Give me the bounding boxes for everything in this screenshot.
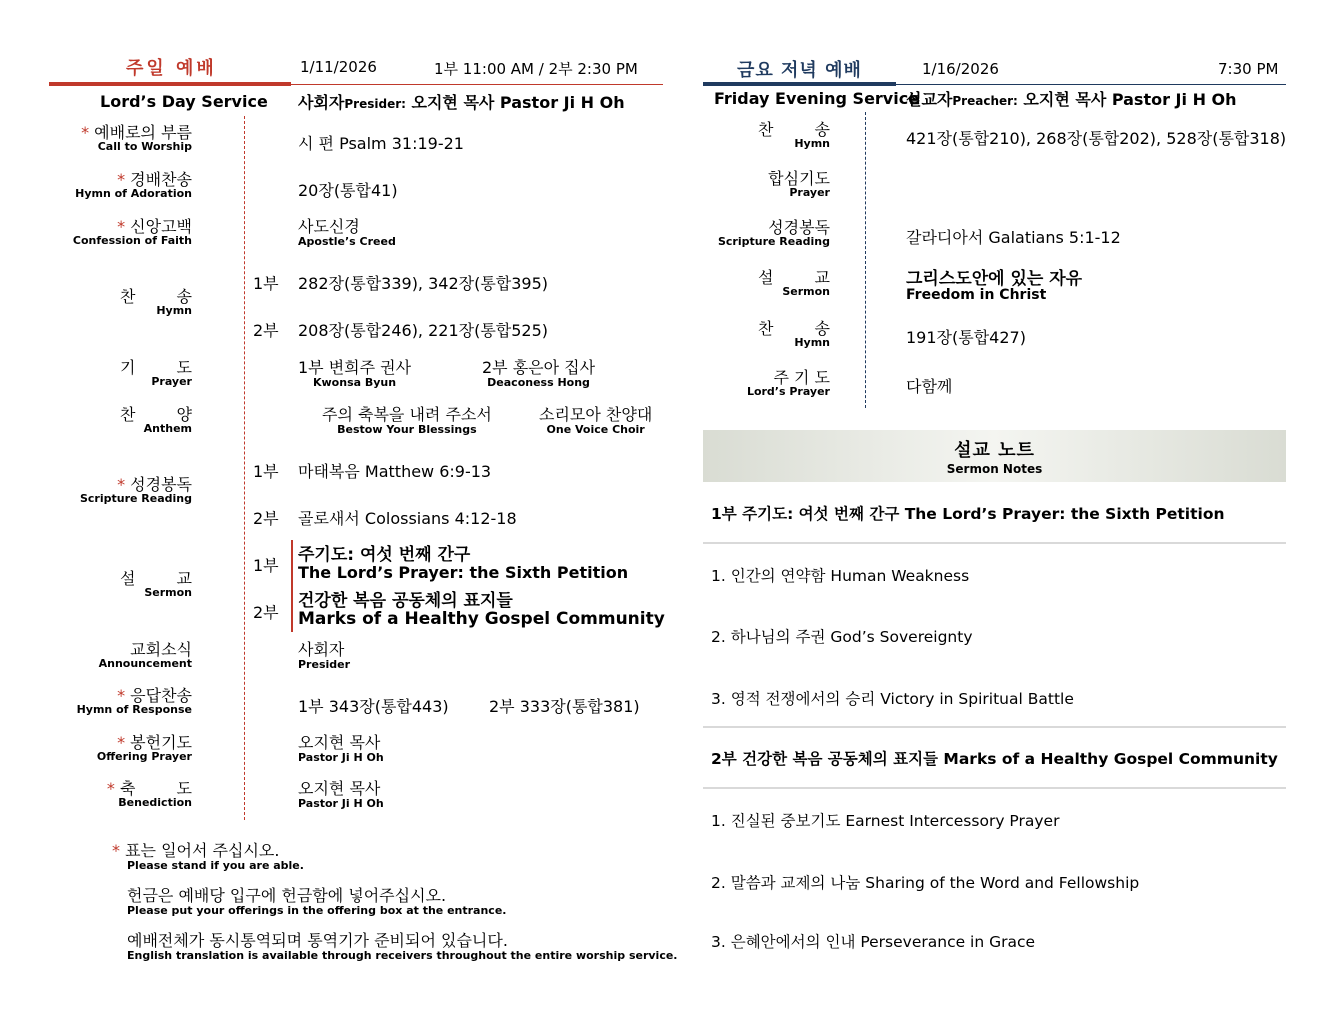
- prayer-leader-1: 1부 변희주 권사 Kwonsa Byun: [298, 358, 412, 389]
- scripture-service1-value: 마태복음 Matthew 6:9-13: [298, 462, 492, 481]
- friday-title-en: Friday Evening Service: [714, 89, 920, 108]
- sunday-header-accent: [49, 82, 291, 86]
- friday-hymn2-value: 191장(통합427): [906, 328, 1026, 347]
- presider-label-ko: 사회자: [298, 93, 345, 112]
- prayer-leader-2: 2부 홍은아 집사 Deaconess Hong: [482, 358, 596, 389]
- friday-sermon-title-en: Freedom in Christ: [906, 287, 1047, 303]
- notes-service1-point: 2. 하나님의 주권 God’s Sovereignty: [711, 628, 973, 646]
- sunday-title-en: Lord’s Day Service: [100, 92, 268, 111]
- stand-mark: *: [117, 475, 126, 494]
- sunday-date: 1/11/2026: [300, 58, 377, 76]
- friday-date: 1/16/2026: [922, 60, 999, 78]
- sermon-notes-header: [703, 430, 1286, 482]
- sunday-header-line: [291, 84, 663, 85]
- sermon-service1-title-ko: 주기도: 여섯 번째 간구: [298, 545, 471, 565]
- sermon-service2-title-ko: 건강한 복음 공동체의 표지들: [298, 591, 513, 611]
- stand-mark: *: [117, 733, 126, 752]
- call-to-worship-value: 시 편 Psalm 31:19-21: [298, 134, 464, 153]
- friday-header-line: [896, 84, 1286, 85]
- confession-label: * 신앙고백 Confession of Faith: [72, 217, 192, 247]
- stand-mark: *: [106, 779, 115, 798]
- hymn-service1-tag: 1부: [253, 274, 279, 293]
- hymn-adoration-value: 20장(통합41): [298, 181, 398, 200]
- call-to-worship-label: * 예배로의 부름 Call to Worship: [81, 123, 192, 153]
- friday-scripture-label: 성경봉독 Scripture Reading: [717, 218, 830, 248]
- prayer-label: 기 도 Prayer: [120, 358, 210, 388]
- preacher-line: [906, 87, 1237, 110]
- scripture-service2-tag: 2부: [253, 509, 279, 528]
- notes-divider: [703, 726, 1286, 728]
- hymn-adoration-label: * 경배찬송 Hymn of Adoration: [75, 170, 192, 200]
- stand-mark: *: [112, 841, 120, 860]
- friday-lords-prayer-value: 다함께: [906, 377, 953, 396]
- sermon-notes-title-ko: 설교 노트: [954, 440, 1035, 461]
- preacher-label-en: Preacher:: [952, 94, 1018, 108]
- announcement-value: 사회자 Presider: [298, 640, 351, 671]
- friday-hymn2-label: 찬 송 Hymn: [758, 319, 848, 349]
- friday-title-ko: 금요 저녁 예배: [737, 60, 862, 81]
- hymn-service1-value: 282장(통합339), 342장(통합395): [298, 274, 549, 293]
- benediction-label: * 축 도 Benediction: [106, 779, 210, 809]
- hymn-label: 찬 송 Hymn: [120, 287, 210, 317]
- hymn-service2-value: 208장(통합246), 221장(통합525): [298, 321, 549, 340]
- response-label: * 응답찬송 Hymn of Response: [76, 686, 192, 716]
- sermon-service1-tag: 1부: [253, 556, 279, 575]
- stand-mark: *: [117, 217, 126, 236]
- friday-prayer-label: 합심기도 Prayer: [768, 169, 830, 199]
- confession-value: 사도신경 Apostle’s Creed: [298, 217, 396, 248]
- friday-sermon-title-ko: 그리스도안에 있는 자유: [906, 269, 1083, 289]
- friday-sermon-label: 설 교 Sermon: [758, 268, 848, 298]
- notes-service1-point: 1. 인간의 연약함 Human Weakness: [711, 567, 970, 585]
- notes-service2-point: 3. 은혜안에서의 인내 Perseverance in Grace: [711, 933, 1036, 951]
- preacher-label-ko: 설교자: [906, 90, 953, 109]
- announcement-label: 교회소식 Announcement: [98, 640, 192, 670]
- hymn-service2-tag: 2부: [253, 321, 279, 340]
- friday-time: 7:30 PM: [1218, 60, 1279, 78]
- note-stand: * 표는 일어서 주십시오. Please stand if you are able.: [112, 841, 304, 872]
- sermon-service1-title-en: The Lord’s Prayer: the Sixth Petition: [298, 563, 629, 582]
- note-translation: 예배전체가 동시통역되며 통역기가 준비되어 있습니다. English translation is available through receivers throughout the entire worship service.: [127, 931, 678, 962]
- scripture-label: * 성경봉독 Scripture Reading: [79, 475, 192, 505]
- presider-name: 오지현 목사 Pastor Ji H Oh: [411, 93, 625, 112]
- friday-scripture-value: 갈라디아서 Galatians 5:1-12: [906, 228, 1121, 247]
- scripture-service1-tag: 1부: [253, 462, 279, 481]
- notes-service2-point: 2. 말씀과 교제의 나눔 Sharing of the Word and Fellowship: [711, 874, 1140, 892]
- sunday-dashed-divider: [244, 116, 245, 820]
- notes-divider: [703, 542, 1286, 544]
- sunday-title-ko: 주일 예배: [126, 58, 217, 79]
- notes-divider: [703, 787, 1286, 789]
- sermon-service2-tag: 2부: [253, 603, 279, 622]
- stand-mark: *: [81, 123, 90, 142]
- sermon-notes-title-en: Sermon Notes: [946, 462, 1043, 476]
- presider-line: [298, 90, 625, 113]
- friday-lords-prayer-label: 주 기 도 Lord’s Prayer: [746, 368, 830, 398]
- notes-service1-point: 3. 영적 전쟁에서의 승리 Victory in Spiritual Battle: [711, 690, 1074, 708]
- stand-mark: *: [117, 170, 126, 189]
- stand-mark: *: [117, 686, 126, 705]
- sermon-service2-title-en: Marks of a Healthy Gospel Community: [298, 609, 665, 629]
- presider-label-en: Presider:: [344, 97, 406, 111]
- anthem-label: 찬 양 Anthem: [120, 405, 210, 435]
- preacher-name: 오지현 목사 Pastor Ji H Oh: [1023, 90, 1237, 109]
- friday-dashed-divider: [865, 112, 866, 408]
- notes-service2-heading: 2부 건강한 복음 공동체의 표지들 Marks of a Healthy Gospel Community: [711, 750, 1278, 768]
- notes-service2-point: 1. 진실된 중보기도 Earnest Intercessory Prayer: [711, 812, 1060, 830]
- sermon-label: 설 교 Sermon: [120, 569, 210, 599]
- anthem-title: 주의 축복을 내려 주소서 Bestow Your Blessings: [322, 405, 492, 436]
- friday-header-accent: [703, 82, 896, 86]
- offering-label: * 봉헌기도 Offering Prayer: [96, 733, 192, 763]
- response-value-2: 2부 333장(통합381): [489, 697, 640, 716]
- friday-hymn1-label: 찬 송 Hymn: [758, 120, 848, 150]
- anthem-choir: 소리모아 찬양대 One Voice Choir: [539, 405, 653, 436]
- benediction-value: 오지현 목사 Pastor Ji H Oh: [298, 779, 384, 810]
- offering-value: 오지현 목사 Pastor Ji H Oh: [298, 733, 384, 764]
- friday-hymn1-value: 421장(통합210), 268장(통합202), 528장(통합318): [906, 129, 1287, 148]
- notes-service1-heading: 1부 주기도: 여섯 번째 간구 The Lord’s Prayer: the Sixth Petition: [711, 505, 1225, 523]
- sunday-times: 1부 11:00 AM / 2부 2:30 PM: [434, 60, 638, 78]
- sermon-divider: [291, 540, 293, 632]
- scripture-service2-value: 골로새서 Colossians 4:12-18: [298, 509, 517, 528]
- response-value-1: 1부 343장(통합443): [298, 697, 449, 716]
- note-offering: 헌금은 예배당 입구에 헌금함에 넣어주십시오. Please put your offerings in the offering box at the entrance.: [127, 886, 507, 917]
